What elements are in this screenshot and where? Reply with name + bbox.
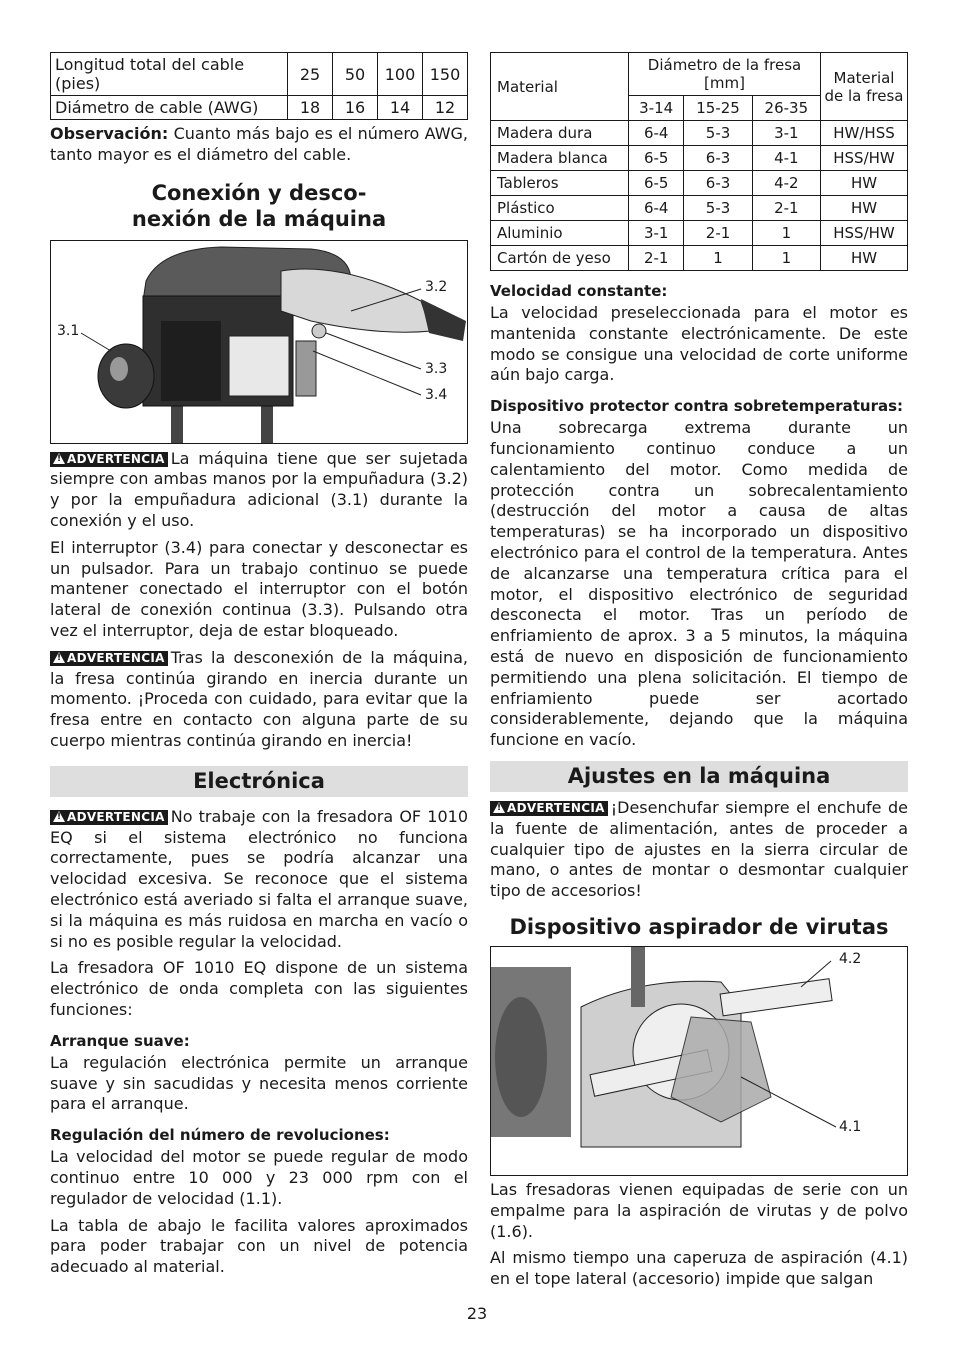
- table-cell: 5-3: [684, 196, 752, 221]
- callout-4-1: 4.1: [839, 1118, 862, 1135]
- warning-badge: [490, 801, 608, 816]
- table-cell: 6-3: [684, 146, 752, 171]
- table-row: [491, 146, 908, 171]
- table-cell: 2-1: [629, 246, 684, 271]
- table-cell: Madera dura: [491, 121, 629, 146]
- table-cell: Aluminio: [491, 221, 629, 246]
- table-cell: 6-4: [629, 196, 684, 221]
- table-cell: 6-3: [684, 171, 752, 196]
- header-tool: Material de la fresa: [821, 53, 908, 121]
- table-cell: 4-1: [752, 146, 820, 171]
- table-cell: 25: [288, 53, 333, 96]
- left-column: [50, 52, 468, 1284]
- table-cell: 1: [752, 221, 820, 246]
- table-cell: 6-5: [629, 171, 684, 196]
- table-row: [491, 171, 908, 196]
- callout-3-2: 3.2: [425, 278, 448, 295]
- table-cell: 3-1: [752, 121, 820, 146]
- table-cell: Plástico: [491, 196, 629, 221]
- electronics-title-band: [50, 766, 468, 797]
- warning-badge: [50, 810, 168, 825]
- header-material: Material: [491, 53, 629, 121]
- page-number: 23: [466, 1304, 488, 1323]
- header-diameter: [629, 53, 821, 96]
- adjust-warning: [490, 798, 908, 902]
- warning-triangle-icon: !: [493, 802, 505, 813]
- table-cell: 2-1: [684, 221, 752, 246]
- table-cell: 12: [423, 96, 468, 120]
- header-unit: [mm]: [704, 74, 745, 92]
- table-cell: Madera blanca: [491, 146, 629, 171]
- table-header-row: [491, 53, 908, 96]
- connect-title-line2: nexión de la máquina: [131, 206, 387, 231]
- table-row: [491, 246, 908, 271]
- table-cell: 1: [684, 246, 752, 271]
- table-cell: Tableros: [491, 171, 629, 196]
- warning-text: ¡Desenchufar siempre el enchufe de la fuente de alimentación, antes de proceder a cualquier tipo de ajustes en la sierra circular de mano, o antes de montar o desmontar cualquier tipo de accesorios!: [490, 797, 908, 901]
- table-cell: 6-5: [629, 146, 684, 171]
- table-row: [491, 221, 908, 246]
- table-cell: HSS/HW: [821, 221, 908, 246]
- warning-text: La máquina tiene que ser sujetada siempre con ambas manos por la empuñadura (3.2) y por la empuñadura adicional (3.1) durante la conexión y el uso.: [50, 448, 468, 530]
- table-cell: 50: [333, 53, 378, 96]
- table-cell: 18: [288, 96, 333, 120]
- soft-start-text: La regulación electrónica permite un arranque suave y sin sacudidas y necesita menos corriente para el arranque.: [50, 1052, 468, 1114]
- dust-text-2: Al mismo tiempo una caperuza de aspiración (4.1) en el tope lateral (accesorio) impide que salgan: [490, 1248, 908, 1289]
- table-cell: 16: [333, 96, 378, 120]
- warning-triangle-icon: !: [53, 453, 65, 464]
- connect-paragraph: El interruptor (3.4) para conectar y desconectar es un pulsador. Para un trabajo continuo se puede mantener conectado el interruptor con el botón lateral de conexión continua (3.3). Pulsando otra vez el interruptor, deja de estar bloqueado.: [50, 537, 468, 640]
- rpm-text: La velocidad del motor se puede regular de modo continuo entre 10 000 y 23 000 rpm con el regulador de velocidad (1.1).: [50, 1147, 468, 1208]
- table-cell: 100: [378, 53, 423, 96]
- observation-paragraph: [50, 124, 468, 166]
- warning-label: ADVERTENCIA: [67, 809, 165, 824]
- adjust-title: Ajustes en la máquina: [567, 763, 831, 788]
- connect-warning-2: [50, 648, 468, 752]
- table-row: [51, 53, 468, 96]
- table-cell: HW/HSS: [821, 121, 908, 146]
- warning-label: ADVERTENCIA: [67, 650, 165, 665]
- observation-label: Observación:: [50, 124, 169, 143]
- constant-speed-text: La velocidad preseleccionada para el motor es mantenida constante electrónicamente. De este modo se consigue una velocidad de corte uniforme aún bajo carga.: [490, 303, 908, 385]
- table-cell: HW: [821, 246, 908, 271]
- connect-title: [50, 180, 468, 232]
- dust-title: Dispositivo aspirador de virutas: [509, 914, 889, 939]
- observation-text: Cuanto más bajo es el número AWG, tanto mayor es el diámetro del cable.: [50, 124, 468, 164]
- table-cell: 150: [423, 53, 468, 96]
- warning-badge: [50, 452, 168, 467]
- rpm-heading: Regulación del número de revoluciones:: [50, 1126, 390, 1145]
- overheat-heading: Dispositivo protector contra sobretemperaturas:: [490, 397, 904, 416]
- connect-title-line1: Conexión y desco-: [151, 180, 367, 205]
- header-range: 26-35: [752, 96, 820, 121]
- table-cell: HSS/HW: [821, 146, 908, 171]
- header-range: 15-25: [684, 96, 752, 121]
- router-figure: [50, 240, 468, 444]
- electronics-warning: [50, 807, 468, 953]
- table-cell: 2-1: [752, 196, 820, 221]
- table-cell: 14: [378, 96, 423, 120]
- warning-badge: [50, 651, 168, 666]
- table-cell: HW: [821, 196, 908, 221]
- warning-triangle-icon: !: [53, 652, 65, 663]
- warning-label: ADVERTENCIA: [67, 451, 165, 466]
- callout-3-4: 3.4: [425, 386, 448, 403]
- router-illustration: [51, 241, 467, 443]
- table-cell: HW: [821, 171, 908, 196]
- table-cell: 5-3: [684, 121, 752, 146]
- table-cell: 4-2: [752, 171, 820, 196]
- table-row: [51, 96, 468, 120]
- dust-hood-illustration: [491, 947, 907, 1175]
- dust-text-1: Las fresadoras vienen equipadas de serie con un empalme para la aspiración de virutas y de polvo (1.6).: [490, 1179, 908, 1241]
- table-cell: 3-1: [629, 221, 684, 246]
- electronics-intro: La fresadora OF 1010 EQ dispone de un sistema electrónico de onda completa con las siguientes funciones:: [50, 958, 468, 1019]
- warning-triangle-icon: !: [53, 811, 65, 822]
- warning-text: Tras la desconexión de la máquina, la fresa continúa girando en inercia durante un momento. ¡Proceda con cuidado, para evitar que la fresa entre en contacto con alguna parte de su cuerpo mientras continúa girando en inercia!: [50, 647, 468, 750]
- cable-length-label: Longitud total del cable (pies): [51, 53, 288, 96]
- soft-start-heading: Arranque suave:: [50, 1031, 190, 1050]
- constant-speed-heading: Velocidad constante:: [490, 282, 668, 300]
- callout-3-3: 3.3: [425, 360, 448, 377]
- table-cell: 6-4: [629, 121, 684, 146]
- table-cell: 1: [752, 246, 820, 271]
- table-row: [491, 196, 908, 221]
- warning-text: No trabaje con la fresadora OF 1010 EQ si el sistema electrónico no funciona correctamente, pues se podría alcanzar una velocidad excesiva. Se reconoce que el sistema electrónico está averiado si falta el arranque suave, si la máquina es más ruidosa en marcha en vacío o si no es posible regular la velocidad.: [50, 806, 468, 951]
- speed-table: [490, 52, 908, 271]
- connect-warning-1: [50, 449, 468, 532]
- cable-awg-label: Diámetro de cable (AWG): [51, 96, 288, 120]
- cable-table: [50, 52, 468, 120]
- warning-label: ADVERTENCIA: [507, 800, 605, 815]
- table-intro: La tabla de abajo le facilita valores aproximados para poder trabajar con un nivel de potencia adecuado al material.: [50, 1215, 468, 1277]
- dust-extraction-figure: [490, 946, 908, 1176]
- table-cell: Cartón de yeso: [491, 246, 629, 271]
- header-range: 3-14: [629, 96, 684, 121]
- overheat-text: Una sobrecarga extrema durante un funcionamiento continuo conduce a un calentamiento del motor. Como medida de protección contra un sobrecalentamiento (destrucción del motor a causa de altas temperaturas) se ha incorporado un dispositivo electrónico para el control de la temperatura. Antes de alcanzarse una temperatura crítica para el motor, el dispositivo electrónico de seguridad desconecta el motor. Tras un período de enfriamiento de aprox. 3 a 5 minutos, la máquina está de nuevo en disposición de funcionamiento permitiendo una plena solicitación. El tiempo de enfriamiento puede ser acortado considerablemente, dejando que la máquina funcione en vacío.: [490, 418, 908, 750]
- right-column: [490, 52, 908, 1296]
- callout-4-2: 4.2: [839, 950, 862, 967]
- electronics-title: Electrónica: [193, 768, 325, 793]
- adjust-title-band: [490, 761, 908, 792]
- table-row: [491, 121, 908, 146]
- header-diameter-label: Diámetro de la fresa: [647, 56, 802, 74]
- callout-3-1: 3.1: [57, 322, 80, 339]
